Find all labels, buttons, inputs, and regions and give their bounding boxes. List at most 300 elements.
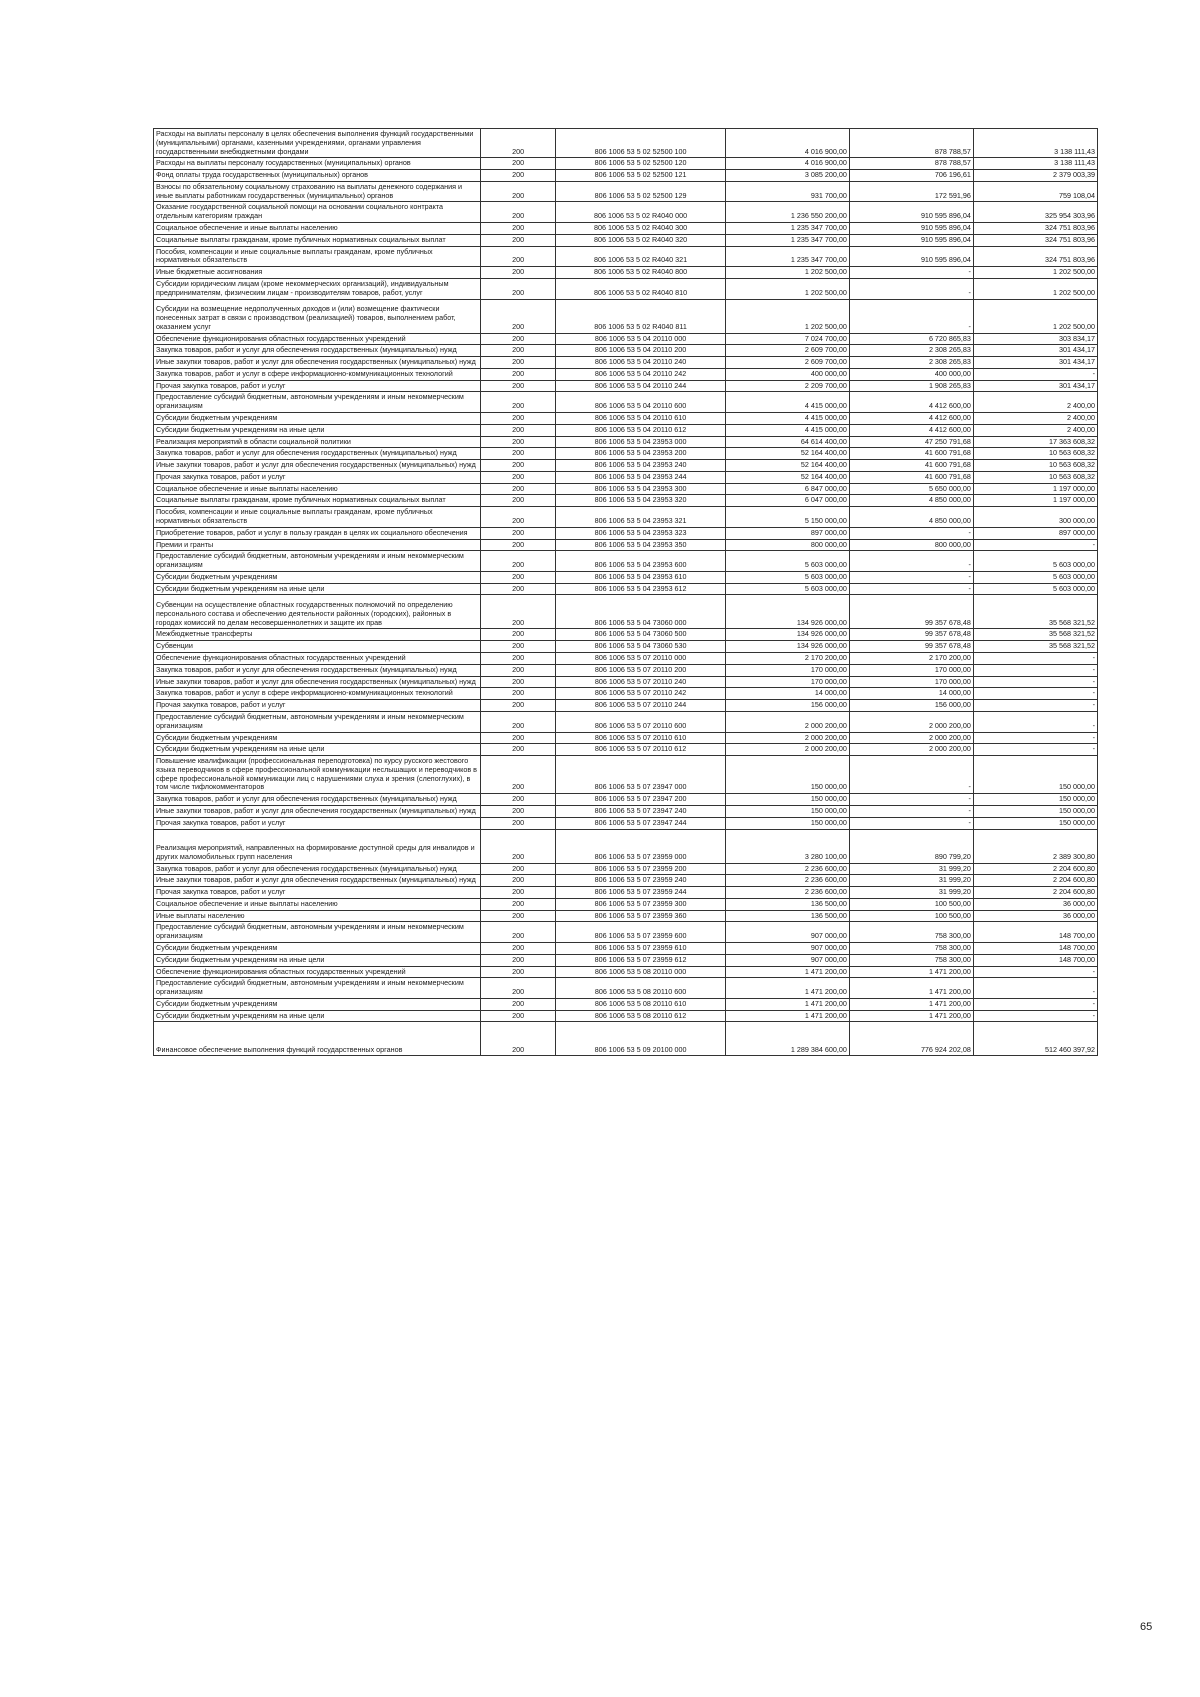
row-line-code: 200 — [480, 887, 556, 899]
row-line-code: 200 — [480, 978, 556, 999]
row-line-code: 200 — [480, 1010, 556, 1022]
row-unexecuted-amount: - — [973, 966, 1097, 978]
row-name: Субсидии бюджетным учреждениям на иные цели — [154, 954, 481, 966]
row-unexecuted-amount: 148 700,00 — [973, 943, 1097, 955]
row-executed-amount: 1 471 200,00 — [849, 978, 973, 999]
row-name: Социальное обеспечение и иные выплаты населению — [154, 223, 481, 235]
row-unexecuted-amount: 148 700,00 — [973, 922, 1097, 943]
row-unexecuted-amount: - — [973, 744, 1097, 756]
table-row — [154, 333, 1098, 345]
table-row — [154, 158, 1098, 170]
row-executed-amount: 100 500,00 — [849, 910, 973, 922]
table-row — [154, 688, 1098, 700]
row-executed-amount: - — [849, 278, 973, 299]
row-name: Пособия, компенсации и иные социальные выплаты гражданам, кроме публичных нормативных обязательств — [154, 507, 481, 528]
row-approved-amount: 4 016 900,00 — [725, 158, 849, 170]
row-budget-classification-code: 806 1006 53 5 02 52500 100 — [556, 129, 725, 158]
row-budget-classification-code: 806 1006 53 5 04 23953 321 — [556, 507, 725, 528]
row-executed-amount: 758 300,00 — [849, 954, 973, 966]
row-unexecuted-amount: 150 000,00 — [973, 794, 1097, 806]
row-line-code: 200 — [480, 829, 556, 863]
row-budget-classification-code: 806 1006 53 5 07 20110 240 — [556, 676, 725, 688]
row-executed-amount: 31 999,20 — [849, 887, 973, 899]
row-executed-amount: - — [849, 805, 973, 817]
row-line-code: 200 — [480, 181, 556, 202]
row-name: Обеспечение функционирования областных государственных учреждений — [154, 653, 481, 665]
row-budget-classification-code: 806 1006 53 5 08 20110 610 — [556, 998, 725, 1010]
row-approved-amount: 4 415 000,00 — [725, 412, 849, 424]
row-approved-amount: 3 280 100,00 — [725, 829, 849, 863]
row-executed-amount: 156 000,00 — [849, 700, 973, 712]
row-name: Реализация мероприятий в области социальной политики — [154, 436, 481, 448]
row-name: Субвенции — [154, 641, 481, 653]
row-budget-classification-code: 806 1006 53 5 04 23953 320 — [556, 495, 725, 507]
row-unexecuted-amount: 148 700,00 — [973, 954, 1097, 966]
row-executed-amount: 2 170 200,00 — [849, 653, 973, 665]
row-executed-amount: 878 788,57 — [849, 158, 973, 170]
row-approved-amount: 150 000,00 — [725, 805, 849, 817]
table-row — [154, 595, 1098, 629]
row-budget-classification-code: 806 1006 53 5 02 52500 129 — [556, 181, 725, 202]
row-line-code: 200 — [480, 129, 556, 158]
row-approved-amount: 7 024 700,00 — [725, 333, 849, 345]
table-row — [154, 246, 1098, 267]
row-budget-classification-code: 806 1006 53 5 04 73060 530 — [556, 641, 725, 653]
row-name: Предоставление субсидий бюджетным, автономным учреждениям и иным некоммерческим организациям — [154, 392, 481, 413]
row-line-code: 200 — [480, 664, 556, 676]
table-row — [154, 805, 1098, 817]
row-unexecuted-amount: 759 108,04 — [973, 181, 1097, 202]
row-name: Предоставление субсидий бюджетным, автономным учреждениям и иным некоммерческим организациям — [154, 551, 481, 572]
row-name: Субвенции на осуществление областных государственных полномочий по определению персонального состава и обеспечению деятельности районных (городских), районных в городах комиссий по делам несовершеннолетних и защите их прав — [154, 595, 481, 629]
row-approved-amount: 64 614 400,00 — [725, 436, 849, 448]
row-line-code: 200 — [480, 471, 556, 483]
row-unexecuted-amount: - — [973, 688, 1097, 700]
table-row — [154, 278, 1098, 299]
row-executed-amount: 4 850 000,00 — [849, 495, 973, 507]
row-budget-classification-code: 806 1006 53 5 02 R4040 810 — [556, 278, 725, 299]
row-unexecuted-amount: 150 000,00 — [973, 817, 1097, 829]
row-approved-amount: 136 500,00 — [725, 910, 849, 922]
row-unexecuted-amount: 2 204 600,80 — [973, 887, 1097, 899]
row-name: Премии и гранты — [154, 539, 481, 551]
row-unexecuted-amount: - — [973, 676, 1097, 688]
row-executed-amount: 5 650 000,00 — [849, 483, 973, 495]
row-name: Субсидии бюджетным учреждениям — [154, 571, 481, 583]
row-executed-amount: 47 250 791,68 — [849, 436, 973, 448]
row-approved-amount: 134 926 000,00 — [725, 629, 849, 641]
row-budget-classification-code: 806 1006 53 5 02 R4040 800 — [556, 267, 725, 279]
row-budget-classification-code: 806 1006 53 5 04 23953 350 — [556, 539, 725, 551]
table-row — [154, 1010, 1098, 1022]
row-line-code: 200 — [480, 170, 556, 182]
row-budget-classification-code: 806 1006 53 5 04 23953 323 — [556, 527, 725, 539]
row-executed-amount: 31 999,20 — [849, 875, 973, 887]
row-name: Оказание государственной социальной помощи на основании социального контракта отдельным категориям граждан — [154, 202, 481, 223]
row-name: Закупка товаров, работ и услуг для обеспечения государственных (муниципальных) нужд — [154, 664, 481, 676]
row-line-code: 200 — [480, 711, 556, 732]
row-budget-classification-code: 806 1006 53 5 07 23959 600 — [556, 922, 725, 943]
table-row — [154, 910, 1098, 922]
row-executed-amount: 2 308 265,83 — [849, 345, 973, 357]
row-unexecuted-amount: 2 204 600,80 — [973, 863, 1097, 875]
row-executed-amount: - — [849, 817, 973, 829]
row-line-code: 200 — [480, 954, 556, 966]
row-budget-classification-code: 806 1006 53 5 07 23947 000 — [556, 756, 725, 794]
row-line-code: 200 — [480, 345, 556, 357]
row-name: Субсидии бюджетным учреждениям на иные цели — [154, 1010, 481, 1022]
row-approved-amount: 1 235 347 700,00 — [725, 246, 849, 267]
row-executed-amount: 170 000,00 — [849, 664, 973, 676]
row-unexecuted-amount: 10 563 608,32 — [973, 471, 1097, 483]
row-unexecuted-amount: 1 202 500,00 — [973, 299, 1097, 333]
row-name: Фонд оплаты труда государственных (муниципальных) органов — [154, 170, 481, 182]
row-unexecuted-amount: 324 751 803,96 — [973, 223, 1097, 235]
row-approved-amount: 1 235 347 700,00 — [725, 234, 849, 246]
row-budget-classification-code: 806 1006 53 5 04 73060 500 — [556, 629, 725, 641]
row-line-code: 200 — [480, 368, 556, 380]
row-name: Субсидии бюджетным учреждениям — [154, 732, 481, 744]
row-line-code: 200 — [480, 595, 556, 629]
table-row — [154, 653, 1098, 665]
row-unexecuted-amount: - — [973, 539, 1097, 551]
table-row — [154, 267, 1098, 279]
table-row — [154, 711, 1098, 732]
row-executed-amount: 910 595 896,04 — [849, 202, 973, 223]
row-name: Приобретение товаров, работ и услуг в пользу граждан в целях их социального обеспечения — [154, 527, 481, 539]
row-budget-classification-code: 806 1006 53 5 02 R4040 300 — [556, 223, 725, 235]
table-row — [154, 368, 1098, 380]
row-budget-classification-code: 806 1006 53 5 07 23947 244 — [556, 817, 725, 829]
row-budget-classification-code: 806 1006 53 5 08 20110 000 — [556, 966, 725, 978]
row-line-code: 200 — [480, 495, 556, 507]
row-executed-amount: 910 595 896,04 — [849, 223, 973, 235]
table-row — [154, 202, 1098, 223]
page-number: 65 — [1140, 1621, 1153, 1633]
row-unexecuted-amount: 3 138 111,43 — [973, 158, 1097, 170]
row-approved-amount: 5 603 000,00 — [725, 583, 849, 595]
row-name: Иные закупки товаров, работ и услуг для обеспечения государственных (муниципальных) нужд — [154, 460, 481, 472]
row-approved-amount: 2 609 700,00 — [725, 345, 849, 357]
table-row — [154, 424, 1098, 436]
row-line-code: 200 — [480, 688, 556, 700]
row-approved-amount: 2 170 200,00 — [725, 653, 849, 665]
row-line-code: 200 — [480, 448, 556, 460]
row-budget-classification-code: 806 1006 53 5 04 20110 244 — [556, 380, 725, 392]
row-budget-classification-code: 806 1006 53 5 07 23947 200 — [556, 794, 725, 806]
row-budget-classification-code: 806 1006 53 5 04 20110 612 — [556, 424, 725, 436]
row-budget-classification-code: 806 1006 53 5 04 23953 244 — [556, 471, 725, 483]
row-line-code: 200 — [480, 898, 556, 910]
table-row — [154, 875, 1098, 887]
row-budget-classification-code: 806 1006 53 5 07 23959 200 — [556, 863, 725, 875]
row-approved-amount: 2 000 200,00 — [725, 744, 849, 756]
row-budget-classification-code: 806 1006 53 5 07 20110 242 — [556, 688, 725, 700]
row-unexecuted-amount: 1 202 500,00 — [973, 267, 1097, 279]
row-name: Прочая закупка товаров, работ и услуг — [154, 380, 481, 392]
table-row — [154, 460, 1098, 472]
row-executed-amount: 4 412 600,00 — [849, 412, 973, 424]
row-name: Прочая закупка товаров, работ и услуг — [154, 700, 481, 712]
row-unexecuted-amount: - — [973, 978, 1097, 999]
row-name: Предоставление субсидий бюджетным, автономным учреждениям и иным некоммерческим организациям — [154, 922, 481, 943]
row-approved-amount: 5 603 000,00 — [725, 571, 849, 583]
row-approved-amount: 1 202 500,00 — [725, 278, 849, 299]
row-budget-classification-code: 806 1006 53 5 07 23959 610 — [556, 943, 725, 955]
row-budget-classification-code: 806 1006 53 5 07 23959 000 — [556, 829, 725, 863]
row-line-code: 200 — [480, 202, 556, 223]
row-executed-amount: 1 908 265,83 — [849, 380, 973, 392]
table-row — [154, 345, 1098, 357]
row-unexecuted-amount: 36 000,00 — [973, 898, 1097, 910]
row-unexecuted-amount: 1 197 000,00 — [973, 495, 1097, 507]
row-executed-amount: 776 924 202,08 — [849, 1022, 973, 1056]
row-approved-amount: 1 202 500,00 — [725, 267, 849, 279]
row-name: Закупка товаров, работ и услуг для обеспечения государственных (муниципальных) нужд — [154, 794, 481, 806]
row-name: Обеспечение функционирования областных государственных учреждений — [154, 333, 481, 345]
row-approved-amount: 5 150 000,00 — [725, 507, 849, 528]
row-name: Социальное обеспечение и иные выплаты населению — [154, 898, 481, 910]
row-name: Закупка товаров, работ и услуг для обеспечения государственных (муниципальных) нужд — [154, 448, 481, 460]
row-approved-amount: 1 471 200,00 — [725, 1010, 849, 1022]
row-name: Субсидии бюджетным учреждениям — [154, 412, 481, 424]
row-name: Субсидии на возмещение недополученных доходов и (или) возмещение фактически понесенных затрат в связи с производством (реализацией) товаров, выполнением работ, оказанием услуг — [154, 299, 481, 333]
row-approved-amount: 5 603 000,00 — [725, 551, 849, 572]
row-approved-amount: 1 236 550 200,00 — [725, 202, 849, 223]
row-unexecuted-amount: 35 568 321,52 — [973, 641, 1097, 653]
row-name: Повышение квалификации (профессиональная переподготовка) по курсу русского жестового языка переводчиков в сфере профессиональной коммуникации неслышащих и переводчиков в сфере профессиональной коммуникации лиц с нарушениями слуха и зрения (слепоглухих), в том числе тифлокомментаторов — [154, 756, 481, 794]
row-budget-classification-code: 806 1006 53 5 07 20110 600 — [556, 711, 725, 732]
row-approved-amount: 931 700,00 — [725, 181, 849, 202]
table-row — [154, 234, 1098, 246]
row-unexecuted-amount: 2 400,00 — [973, 412, 1097, 424]
table-row — [154, 412, 1098, 424]
table-row — [154, 1022, 1098, 1056]
table-row — [154, 732, 1098, 744]
row-line-code: 200 — [480, 653, 556, 665]
row-budget-classification-code: 806 1006 53 5 07 20110 000 — [556, 653, 725, 665]
row-approved-amount: 3 085 200,00 — [725, 170, 849, 182]
table-row — [154, 583, 1098, 595]
row-line-code: 200 — [480, 966, 556, 978]
row-budget-classification-code: 806 1006 53 5 04 23953 000 — [556, 436, 725, 448]
row-line-code: 200 — [480, 267, 556, 279]
row-unexecuted-amount: - — [973, 732, 1097, 744]
row-approved-amount: 897 000,00 — [725, 527, 849, 539]
row-line-code: 200 — [480, 875, 556, 887]
row-line-code: 200 — [480, 460, 556, 472]
row-approved-amount: 136 500,00 — [725, 898, 849, 910]
table-row — [154, 129, 1098, 158]
row-line-code: 200 — [480, 744, 556, 756]
row-name: Субсидии юридическим лицам (кроме некоммерческих организаций), индивидуальным предпринимателям, физическим лицам - производителям товаров, работ, услуг — [154, 278, 481, 299]
row-executed-amount: 400 000,00 — [849, 368, 973, 380]
row-budget-classification-code: 806 1006 53 5 07 23947 240 — [556, 805, 725, 817]
row-approved-amount: 2 000 200,00 — [725, 732, 849, 744]
table-row — [154, 829, 1098, 863]
row-budget-classification-code: 806 1006 53 5 04 23953 200 — [556, 448, 725, 460]
row-executed-amount: 2 000 200,00 — [849, 711, 973, 732]
row-approved-amount: 52 164 400,00 — [725, 448, 849, 460]
row-executed-amount: 4 850 000,00 — [849, 507, 973, 528]
row-executed-amount: 2 308 265,83 — [849, 357, 973, 369]
row-line-code: 200 — [480, 1022, 556, 1056]
row-budget-classification-code: 806 1006 53 5 02 R4040 000 — [556, 202, 725, 223]
row-line-code: 200 — [480, 943, 556, 955]
row-line-code: 200 — [480, 863, 556, 875]
row-unexecuted-amount: 897 000,00 — [973, 527, 1097, 539]
row-name: Закупка товаров, работ и услуг для обеспечения государственных (муниципальных) нужд — [154, 345, 481, 357]
row-unexecuted-amount: 325 954 303,96 — [973, 202, 1097, 223]
row-executed-amount: 41 600 791,68 — [849, 460, 973, 472]
row-approved-amount: 150 000,00 — [725, 756, 849, 794]
row-line-code: 200 — [480, 629, 556, 641]
row-executed-amount: 910 595 896,04 — [849, 246, 973, 267]
row-line-code: 200 — [480, 732, 556, 744]
row-approved-amount: 907 000,00 — [725, 922, 849, 943]
row-name: Предоставление субсидий бюджетным, автономным учреждениям и иным некоммерческим организациям — [154, 711, 481, 732]
row-executed-amount: 4 412 600,00 — [849, 392, 973, 413]
row-line-code: 200 — [480, 756, 556, 794]
row-budget-classification-code: 806 1006 53 5 04 20110 000 — [556, 333, 725, 345]
row-executed-amount: 2 000 200,00 — [849, 744, 973, 756]
row-executed-amount: - — [849, 527, 973, 539]
row-name: Субсидии бюджетным учреждениям на иные цели — [154, 424, 481, 436]
row-executed-amount: 172 591,96 — [849, 181, 973, 202]
row-executed-amount: 99 357 678,48 — [849, 595, 973, 629]
row-approved-amount: 6 047 000,00 — [725, 495, 849, 507]
row-budget-classification-code: 806 1006 53 5 04 23953 610 — [556, 571, 725, 583]
row-executed-amount: 800 000,00 — [849, 539, 973, 551]
row-unexecuted-amount: 10 563 608,32 — [973, 448, 1097, 460]
row-name: Закупка товаров, работ и услуг для обеспечения государственных (муниципальных) нужд — [154, 863, 481, 875]
row-executed-amount: 706 196,61 — [849, 170, 973, 182]
row-name: Субсидии бюджетным учреждениям — [154, 943, 481, 955]
row-approved-amount: 134 926 000,00 — [725, 641, 849, 653]
row-line-code: 200 — [480, 794, 556, 806]
row-unexecuted-amount: 2 389 300,80 — [973, 829, 1097, 863]
table-row — [154, 863, 1098, 875]
row-line-code: 200 — [480, 805, 556, 817]
row-budget-classification-code: 806 1006 53 5 04 73060 000 — [556, 595, 725, 629]
row-approved-amount: 2 236 600,00 — [725, 875, 849, 887]
row-approved-amount: 4 415 000,00 — [725, 424, 849, 436]
table-row — [154, 998, 1098, 1010]
row-unexecuted-amount: 150 000,00 — [973, 756, 1097, 794]
row-budget-classification-code: 806 1006 53 5 04 23953 600 — [556, 551, 725, 572]
row-budget-classification-code: 806 1006 53 5 07 20110 244 — [556, 700, 725, 712]
row-approved-amount: 150 000,00 — [725, 817, 849, 829]
row-approved-amount: 1 202 500,00 — [725, 299, 849, 333]
row-line-code: 200 — [480, 700, 556, 712]
row-budget-classification-code: 806 1006 53 5 07 23959 244 — [556, 887, 725, 899]
row-executed-amount: 14 000,00 — [849, 688, 973, 700]
row-executed-amount: 41 600 791,68 — [849, 448, 973, 460]
row-budget-classification-code: 806 1006 53 5 04 23953 612 — [556, 583, 725, 595]
row-name: Финансовое обеспечение выполнения функций государственных органов — [154, 1022, 481, 1056]
row-executed-amount: 100 500,00 — [849, 898, 973, 910]
row-name: Прочая закупка товаров, работ и услуг — [154, 471, 481, 483]
table-row — [154, 299, 1098, 333]
table-row — [154, 181, 1098, 202]
row-budget-classification-code: 806 1006 53 5 02 52500 120 — [556, 158, 725, 170]
table-row — [154, 357, 1098, 369]
row-approved-amount: 2 236 600,00 — [725, 887, 849, 899]
row-unexecuted-amount: - — [973, 711, 1097, 732]
row-name: Взносы по обязательному социальному страхованию на выплаты денежного содержания и иные выплаты работникам государственных (муниципальных) органов — [154, 181, 481, 202]
row-executed-amount: 99 357 678,48 — [849, 641, 973, 653]
row-line-code: 200 — [480, 299, 556, 333]
row-budget-classification-code: 806 1006 53 5 08 20110 612 — [556, 1010, 725, 1022]
row-name: Социальные выплаты гражданам, кроме публичных нормативных социальных выплат — [154, 234, 481, 246]
table-row — [154, 223, 1098, 235]
row-executed-amount: 6 720 865,83 — [849, 333, 973, 345]
table-row — [154, 954, 1098, 966]
row-unexecuted-amount: 1 197 000,00 — [973, 483, 1097, 495]
table-row — [154, 943, 1098, 955]
row-budget-classification-code: 806 1006 53 5 04 20110 240 — [556, 357, 725, 369]
row-unexecuted-amount: 5 603 000,00 — [973, 571, 1097, 583]
row-approved-amount: 1 235 347 700,00 — [725, 223, 849, 235]
row-unexecuted-amount: 301 434,17 — [973, 357, 1097, 369]
row-unexecuted-amount: 324 751 803,96 — [973, 246, 1097, 267]
table-row — [154, 966, 1098, 978]
row-name: Иные бюджетные ассигнования — [154, 267, 481, 279]
row-approved-amount: 1 471 200,00 — [725, 966, 849, 978]
row-name: Иные выплаты населению — [154, 910, 481, 922]
row-executed-amount: - — [849, 794, 973, 806]
row-budget-classification-code: 806 1006 53 5 07 20110 610 — [556, 732, 725, 744]
row-unexecuted-amount: 3 138 111,43 — [973, 129, 1097, 158]
row-executed-amount: 41 600 791,68 — [849, 471, 973, 483]
table-row — [154, 170, 1098, 182]
row-budget-classification-code: 806 1006 53 5 07 23959 360 — [556, 910, 725, 922]
table-row — [154, 922, 1098, 943]
row-line-code: 200 — [480, 412, 556, 424]
row-unexecuted-amount: 324 751 803,96 — [973, 234, 1097, 246]
row-name: Закупка товаров, работ и услуг в сфере информационно-коммуникационных технологий — [154, 368, 481, 380]
row-line-code: 200 — [480, 583, 556, 595]
row-line-code: 200 — [480, 539, 556, 551]
table-body — [154, 129, 1098, 1056]
row-approved-amount: 907 000,00 — [725, 943, 849, 955]
table-row — [154, 817, 1098, 829]
row-executed-amount: 4 412 600,00 — [849, 424, 973, 436]
row-name: Прочая закупка товаров, работ и услуг — [154, 887, 481, 899]
row-name: Социальное обеспечение и иные выплаты населению — [154, 483, 481, 495]
row-unexecuted-amount: 150 000,00 — [973, 805, 1097, 817]
table-row — [154, 756, 1098, 794]
row-approved-amount: 170 000,00 — [725, 664, 849, 676]
table-row — [154, 527, 1098, 539]
row-unexecuted-amount: - — [973, 1010, 1097, 1022]
row-unexecuted-amount: 17 363 608,32 — [973, 436, 1097, 448]
row-line-code: 200 — [480, 507, 556, 528]
row-executed-amount: 910 595 896,04 — [849, 234, 973, 246]
table-row — [154, 676, 1098, 688]
row-approved-amount: 52 164 400,00 — [725, 471, 849, 483]
row-unexecuted-amount: 303 834,17 — [973, 333, 1097, 345]
row-executed-amount: - — [849, 299, 973, 333]
row-line-code: 200 — [480, 380, 556, 392]
row-unexecuted-amount: 36 000,00 — [973, 910, 1097, 922]
row-unexecuted-amount: 10 563 608,32 — [973, 460, 1097, 472]
row-unexecuted-amount: - — [973, 998, 1097, 1010]
row-approved-amount: 134 926 000,00 — [725, 595, 849, 629]
table-row — [154, 744, 1098, 756]
row-unexecuted-amount: 2 204 600,80 — [973, 875, 1097, 887]
row-line-code: 200 — [480, 333, 556, 345]
